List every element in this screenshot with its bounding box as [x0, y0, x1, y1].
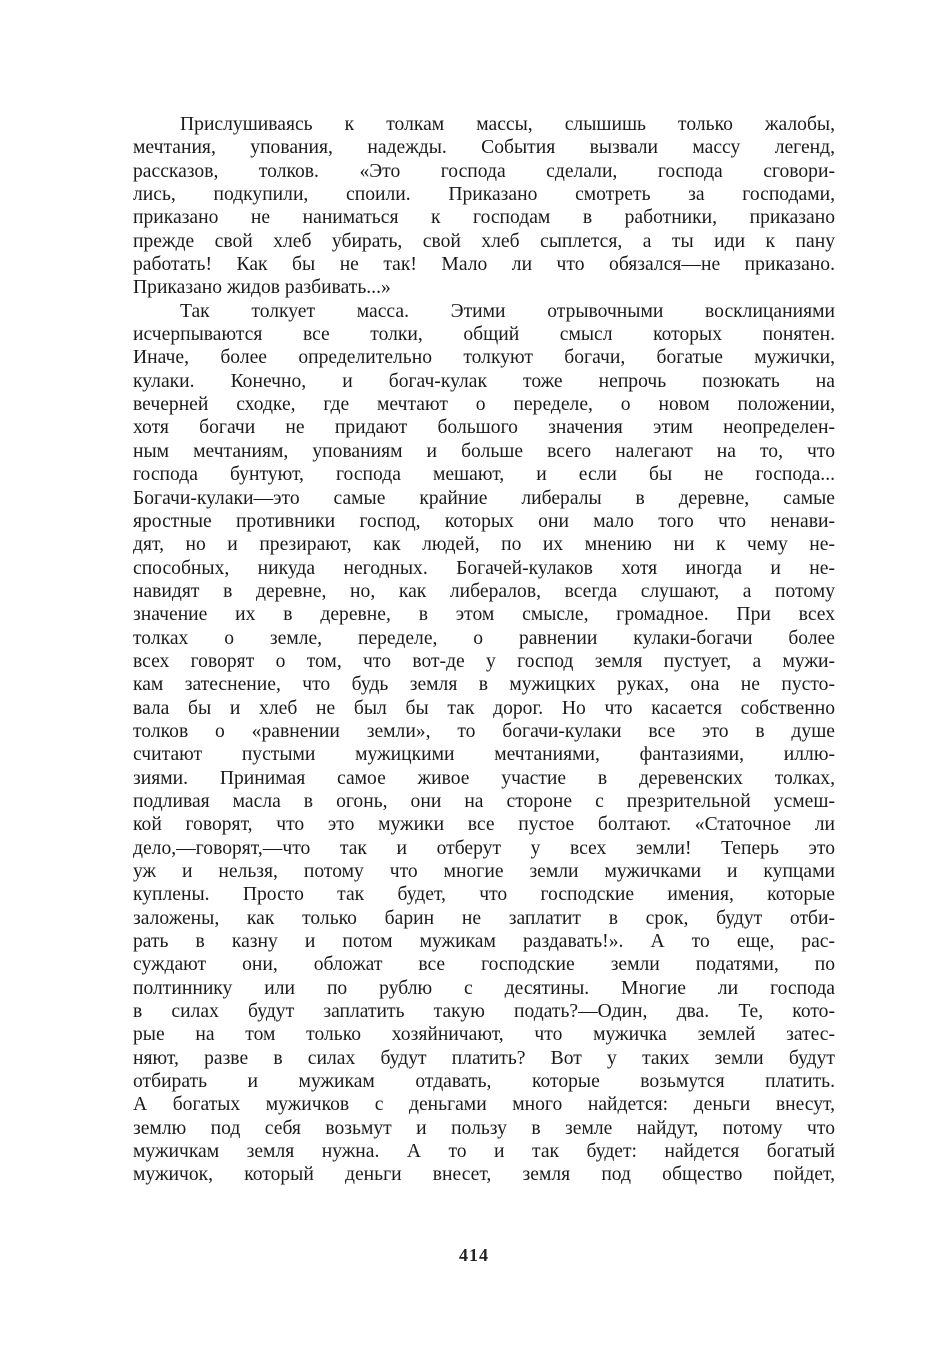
text-line: уж и нельзя, потому что многие земли мужичками и купцами — [133, 861, 835, 882]
text-line: мужичок, который деньги внесет, земля под общество пойдет, — [133, 1164, 835, 1186]
page-number: 414 — [459, 1245, 489, 1265]
text-line: лись, подкупили, споили. Приказано смотреть за господами, — [133, 184, 835, 206]
text-line: суждают они, обложат все господские земли податями, по — [133, 954, 835, 976]
text-line: полтиннику или по рублю с десятины. Многие ли господа — [133, 977, 835, 999]
text-line: рые на том только хозяйничают, что мужичка землей затес- — [133, 1024, 835, 1046]
text-line: ным мечтаниям, упованиям и больше всего налегают на то, что — [133, 440, 835, 462]
body-text — [133, 113, 835, 1187]
text-line: навидят в деревне, но, как либералов, всегда слушают, а потому — [133, 580, 835, 602]
text-line: кой говорят, что это мужики все пустое болтают. «Статочное ли — [133, 814, 835, 836]
text-line: Приказано жидов разбивать...» — [133, 277, 391, 299]
text-line: хотя богачи не придают большого значения этим неопределен- — [133, 417, 835, 439]
text-line: вала бы и хлеб не был бы так дорог. Но что касается собственно — [133, 697, 835, 719]
text-line: господа бунтуют, господа мешают, и если бы не господа... — [133, 464, 835, 486]
text-line: мужичкам земля нужна. А то и так будет: найдется богатый — [133, 1141, 835, 1163]
text-line: мечтания, упования, надежды. События вызвали массу легенд, — [133, 137, 835, 159]
text-line: прежде свой хлеб убирать, свой хлеб сыплется, а ты иди к пану — [133, 230, 835, 252]
text-line: кам затеснение, что будь земля в мужицких руках, она не пусто- — [133, 674, 835, 696]
text-line: толках о земле, переделе, о равнении кулаки-богачи более — [133, 627, 835, 649]
text-line: всех говорят о том, что вот-де у господ земля пустует, а мужи- — [133, 650, 835, 672]
text-line: в силах будут заплатить такую подать?—Один, два. Те, кото- — [133, 1001, 835, 1023]
text-line: кулаки. Конечно, и богач-кулак тоже непрочь позюкать на — [133, 370, 835, 392]
text-line: зиями. Принимая самое живое участие в деревенских толках, — [133, 767, 835, 789]
text-line: вечерней сходке, где мечтают о переделе, о новом положении, — [133, 394, 835, 416]
text-line: куплены. Просто так будет, что господские имения, которые — [133, 884, 835, 906]
text-line: Прислушиваясь к толкам массы, слышишь только жалобы, — [180, 114, 835, 135]
text-line: яростные противники господ, которых они мало того что ненави- — [133, 510, 835, 532]
text-line: работать! Как бы не так! Мало ли что обязался—не приказано. — [133, 254, 835, 276]
text-line: Богачи-кулаки—это самые крайние либералы в деревне, самые — [133, 487, 835, 509]
text-line: отбирать и мужикам отдавать, которые возьмутся платить. — [133, 1071, 835, 1093]
text-line: приказано не наниматься к господам в работники, приказано — [133, 207, 835, 229]
text-line: землю под себя возьмут и пользу в земле найдут, потому что — [133, 1117, 835, 1139]
text-line: дело,—говорят,—что так и отберут у всех земли! Теперь это — [133, 837, 835, 859]
text-line: исчерпываются все толки, общий смысл которых понятен. — [133, 324, 835, 346]
text-line: подливая масла в огонь, они на стороне с презрительной усмеш- — [133, 790, 835, 812]
text-line: дят, но и презирают, как людей, по их мнению ни к чему не- — [133, 534, 835, 556]
text-line: способных, никуда негодных. Богачей-кулаков хотя иногда и не- — [133, 557, 835, 579]
text-line: А богатых мужичков с деньгами много найдется: деньги внесут, — [133, 1094, 835, 1116]
text-line: няют, разве в силах будут платить? Вот у таких земли будут — [133, 1047, 835, 1069]
text-line: рать в казну и потом мужикам раздавать!». А то еще, рас- — [133, 931, 835, 953]
text-line: заложены, как только барин не заплатит в срок, будут отби- — [133, 907, 835, 929]
text-line: толков о «равнении земли», то богачи-кулаки все это в душе — [133, 720, 835, 742]
text-line: Так толкует масса. Этими отрывочными восклицаниями — [180, 300, 835, 322]
text-line: рассказов, толков. «Это господа сделали, господа сговори- — [133, 160, 835, 182]
text-line: считают пустыми мужицкими мечтаниями, фантазиями, иллю- — [133, 744, 835, 766]
text-line: значение их в деревне, в этом смысле, громадное. При всех — [133, 604, 835, 626]
text-line: Иначе, более определительно толкуют богачи, богатые мужички, — [133, 347, 835, 369]
